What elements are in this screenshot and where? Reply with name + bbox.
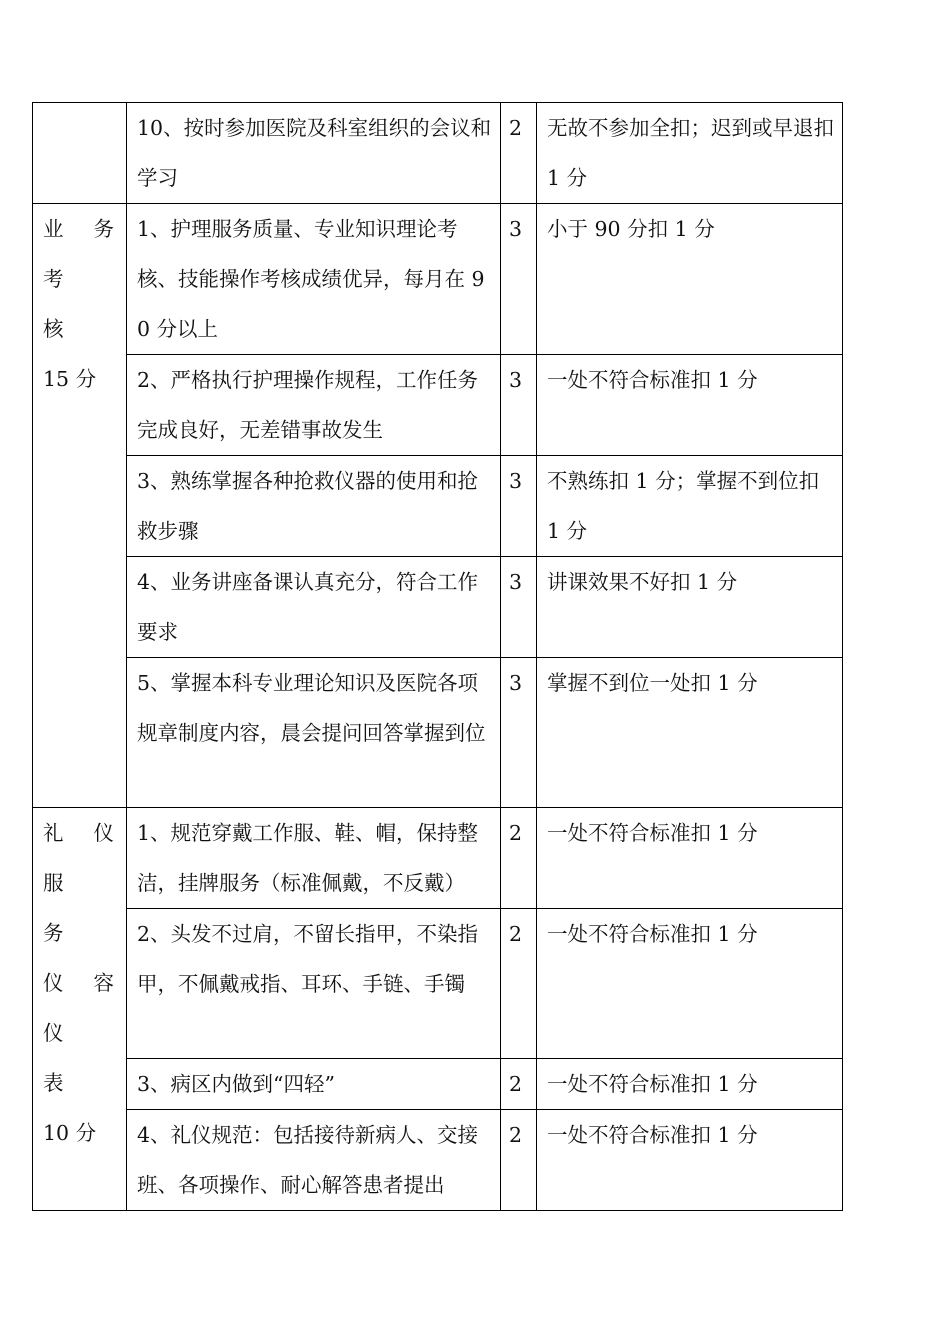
points-cell: 3	[501, 456, 537, 557]
category-label: 10 分	[43, 1121, 97, 1145]
points-cell: 3	[501, 355, 537, 456]
points-cell: 3	[501, 658, 537, 808]
scoring-table	[32, 102, 843, 1211]
category-label: 务	[43, 921, 70, 945]
scoring-table-body	[33, 103, 843, 1211]
category-cell	[33, 204, 127, 808]
category-label: 礼仪服	[43, 821, 120, 895]
category-label: 表	[43, 1071, 70, 1095]
deduction-rule-cell: 一处不符合标准扣 1 分	[537, 1110, 843, 1211]
points-cell: 2	[501, 103, 537, 204]
table-row	[33, 1110, 843, 1211]
table-row	[33, 204, 843, 355]
deduction-rule-cell: 掌握不到位一处扣 1 分	[537, 658, 843, 808]
criterion-cell: 3、熟练掌握各种抢救仪器的使用和抢救步骤	[127, 456, 501, 557]
deduction-rule-cell: 无故不参加全扣；迟到或早退扣 1 分	[537, 103, 843, 204]
criterion-cell: 2、严格执行护理操作规程，工作任务完成良好，无差错事故发生	[127, 355, 501, 456]
points-cell: 2	[501, 808, 537, 909]
criterion-cell: 1、规范穿戴工作服、鞋、帽，保持整洁，挂牌服务（标准佩戴，不反戴）	[127, 808, 501, 909]
category-label: 仪容仪	[43, 971, 120, 1045]
category-cell	[33, 808, 127, 1211]
criterion-cell: 2、头发不过肩，不留长指甲，不染指甲，不佩戴戒指、耳环、手链、手镯	[127, 909, 501, 1059]
criterion-cell: 1、护理服务质量、专业知识理论考核、技能操作考核成绩优异，每月在 90 分以上	[127, 204, 501, 355]
category-label: 核	[43, 317, 70, 341]
points-cell: 3	[501, 204, 537, 355]
criterion-cell: 4、业务讲座备课认真充分，符合工作要求	[127, 557, 501, 658]
points-cell: 2	[501, 1110, 537, 1211]
points-cell: 2	[501, 909, 537, 1059]
criterion-cell: 4、礼仪规范：包括接待新病人、交接班、各项操作、耐心解答患者提出	[127, 1110, 501, 1211]
category-label: 业务考	[43, 217, 120, 291]
table-row	[33, 909, 843, 1059]
table-row	[33, 355, 843, 456]
deduction-rule-cell: 小于 90 分扣 1 分	[537, 204, 843, 355]
table-row	[33, 1059, 843, 1110]
criterion-cell: 10、按时参加医院及科室组织的会议和学习	[127, 103, 501, 204]
table-row	[33, 103, 843, 204]
points-cell: 3	[501, 557, 537, 658]
category-cell	[33, 103, 127, 204]
table-row	[33, 557, 843, 658]
deduction-rule-cell: 一处不符合标准扣 1 分	[537, 1059, 843, 1110]
criterion-cell: 5、掌握本科专业理论知识及医院各项规章制度内容，晨会提问回答掌握到位	[127, 658, 501, 808]
deduction-rule-cell: 一处不符合标准扣 1 分	[537, 355, 843, 456]
deduction-rule-cell: 一处不符合标准扣 1 分	[537, 808, 843, 909]
table-row	[33, 456, 843, 557]
table-row	[33, 658, 843, 808]
category-label: 15 分	[43, 367, 97, 391]
criterion-cell: 3、病区内做到“四轻”	[127, 1059, 501, 1110]
deduction-rule-cell: 讲课效果不好扣 1 分	[537, 557, 843, 658]
points-cell: 2	[501, 1059, 537, 1110]
deduction-rule-cell: 一处不符合标准扣 1 分	[537, 909, 843, 1059]
deduction-rule-cell: 不熟练扣 1 分；掌握不到位扣 1 分	[537, 456, 843, 557]
document-page	[32, 102, 842, 1211]
table-row	[33, 808, 843, 909]
